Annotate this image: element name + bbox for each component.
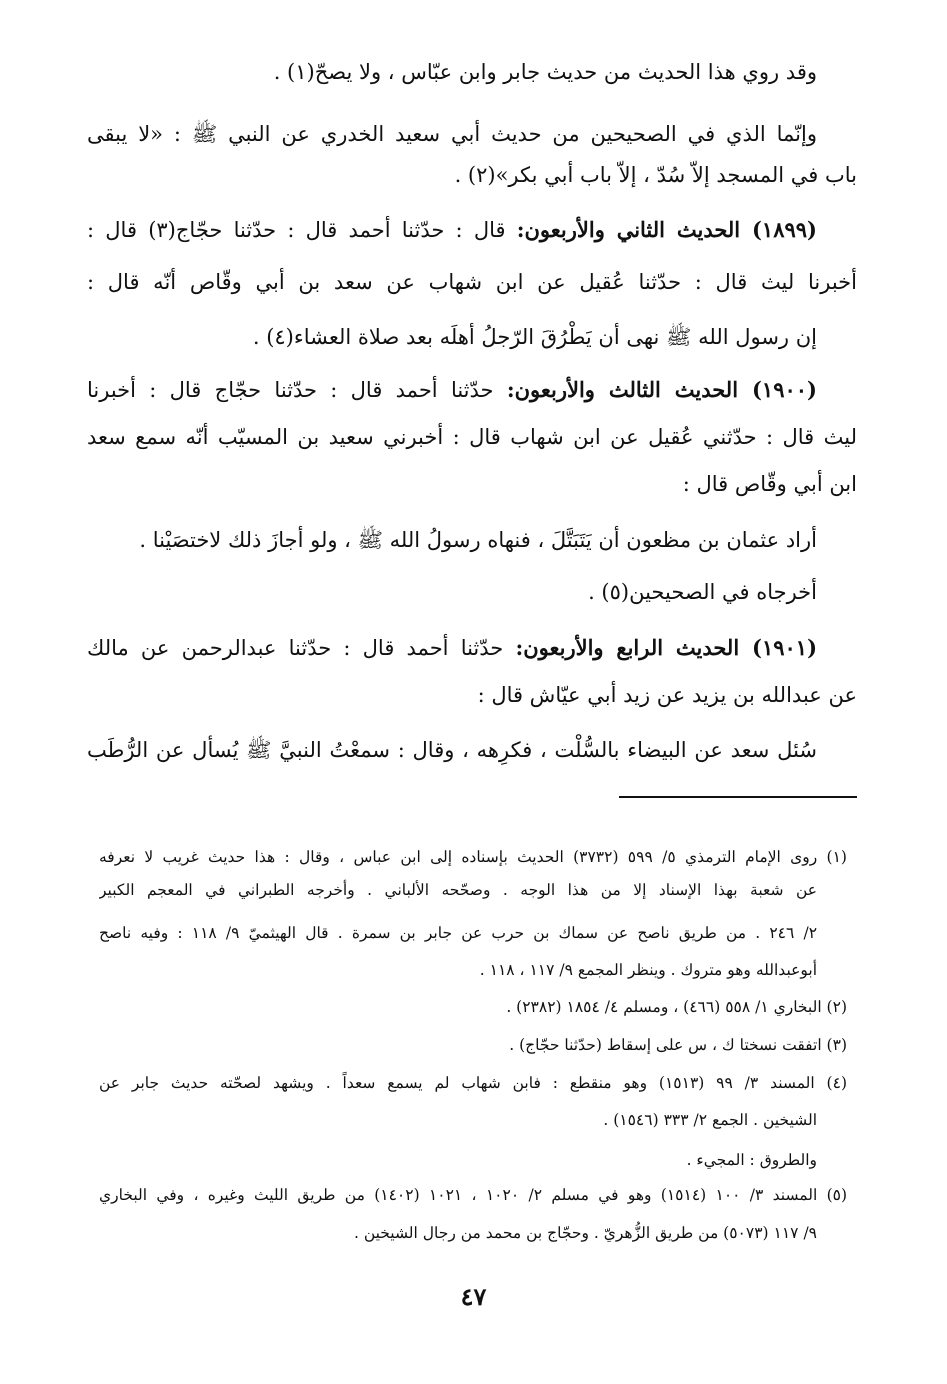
hadith-heading-1901: (١٩٠١) الحديث الرابع والأربعون: <box>515 635 817 660</box>
text-line: عن عبدالله بن يزيد عن زيد أبي عيّاش قال : <box>477 683 857 707</box>
text-span: قال : حدّثنا أحمد قال : حدّثنا حجّاج(٣) قال : <box>87 218 506 242</box>
footnote-line: ٢/ ٢٤٦ . من طريق ناصح عن سماك بن حرب عن جابر بن سمرة . قال الهيثميّ ٩/ ١١٨ : وفيه ناصح <box>99 924 817 942</box>
footnote-line: (١) روى الإمام الترمذي ٥/ ٥٩٩ (٣٧٣٢) الحديث بإسناده إلى ابن عباس ، وقال : هذا حديث غريب لا نعرفه <box>99 848 847 866</box>
footnote-line: (٣) اتفقت نسختا ك ، س على إسقاط (حدّثنا حجّاج) . <box>509 1036 847 1054</box>
text-line: باب في المسجد إلاّ سُدّ ، إلاّ باب أبي بكر»(٢) . <box>454 163 857 187</box>
footnote-line: ٩/ ١١٧ (٥٠٧٣) من طريق الزُّهريّ . وحجّاج بن محمد من رجال الشيخين . <box>353 1224 817 1242</box>
text-line: وقد روي هذا الحديث من حديث جابر وابن عبّاس ، ولا يصحّ(١) . <box>273 60 817 84</box>
footnote-line: (٤) المسند ٣/ ٩٩ (١٥١٣) وهو منقطع : فابن شهاب لم يسمع سعداً . ويشهد لصحّته حديث جابر عن <box>99 1074 847 1092</box>
text-line: أخرجاه في الصحيحين(٥) . <box>588 580 817 604</box>
text-line: ليث قال : حدّثني عُقيل عن ابن شهاب قال : أخبرني سعيد بن المسيّب أنّه سمع سعد <box>87 425 857 449</box>
text-line: أخبرنا ليث قال : حدّثنا عُقيل عن ابن شهاب عن سعد بن أبي وقّاص أنّه قال : <box>87 270 857 294</box>
page-number: ٤٧ <box>460 1282 487 1311</box>
hadith-1901-line <box>87 626 817 670</box>
hadith-heading-1900: (١٩٠٠) الحديث الثالث والأربعون: <box>506 377 817 402</box>
text-line: وإنّما الذي في الصحيحين من حديث أبي سعيد الخدري عن النبي ﷺ : «لا يبقى <box>87 122 817 146</box>
text-line: سُئل سعد عن البيضاء بالسُّلْت ، فكرِهه ، وقال : سمعْتُ النبيَّ ﷺ يُسأل عن الرُّطَب <box>87 738 817 762</box>
hadith-1899-line <box>87 208 817 252</box>
text-span: حدّثنا أحمد قال : حدّثنا حجّاج قال : أخبرنا <box>87 378 494 402</box>
text-line: إن رسول الله ﷺ نهى أن يَطْرُقَ الرّجلُ أهلَه بعد صلاة العشاء(٤) . <box>252 325 817 349</box>
text-line: ابن أبي وقّاص قال : <box>682 472 857 496</box>
footnote-line: (٥) المسند ٣/ ١٠٠ (١٥١٤) وهو في مسلم ٢/ ١٠٢٠ ، ١٠٢١ (١٤٠٢) من طريق الليث وغيره ، وفي البخاري <box>99 1186 847 1204</box>
text-line: أراد عثمان بن مظعون أن يَتَبَتَّلَ ، فنهاه رسولُ الله ﷺ ، ولو أجازَ ذلك لاختصَيْنا . <box>139 528 817 552</box>
footnote-separator <box>619 796 857 798</box>
footnote-line: الشيخين . الجمع ٢/ ٣٣٣ (١٥٤٦) . <box>603 1111 817 1129</box>
hadith-1900-line <box>87 368 817 412</box>
footnote-line: (٢) البخاري ١/ ٥٥٨ (٤٦٦) ، ومسلم ٤/ ١٨٥٤ (٢٣٨٢) . <box>506 998 847 1016</box>
footnote-line: والطروق : المجيء . <box>686 1151 817 1169</box>
text-span: حدّثنا أحمد قال : حدّثنا عبدالرحمن عن مالك <box>87 636 504 660</box>
footnote-line: عن شعبة بهذا الإسناد إلا من هذا الوجه . وصحّحه الألباني . وأخرجه الطبراني في المعجم الكبير <box>99 881 817 899</box>
hadith-heading-1899: (١٨٩٩) الحديث الثاني والأربعون: <box>516 217 817 242</box>
footnote-line: أبوعبدالله وهو متروك . وينظر المجمع ٩/ ١١٧ ، ١١٨ . <box>479 961 817 979</box>
